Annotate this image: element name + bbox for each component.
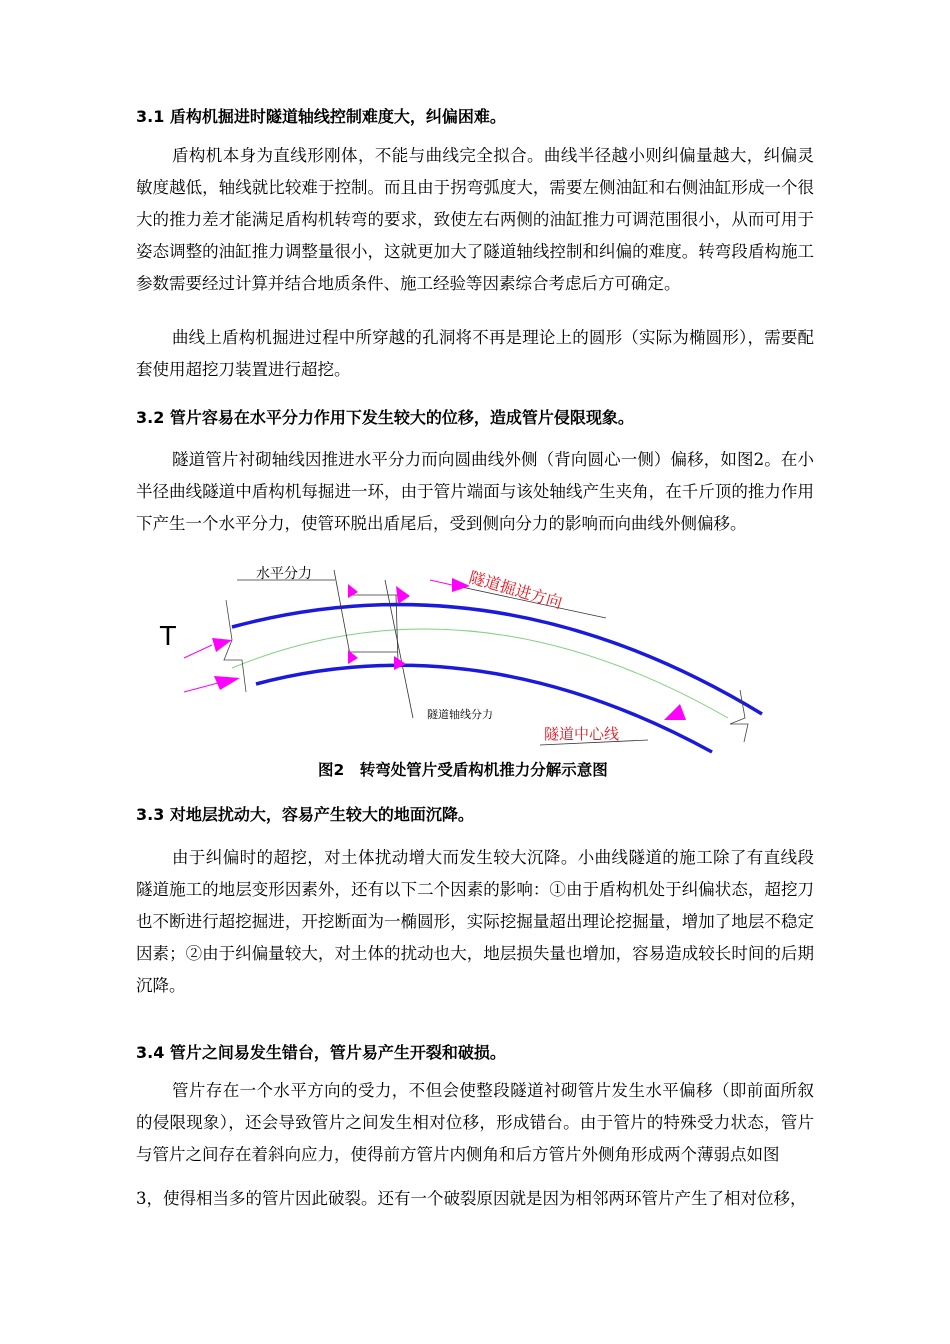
section-3-3-paragraph-1: 由于纠偏时的超挖，对土体扰动增大而发生较大沉降。小曲线隧道的施工除了有直线段隧道施工的地层变形因素外，还有以下二个因素的影响：①由于盾构机处于纠偏状态，超挖刀也不断进行超挖掘进，开挖断面为一椭圆形，实际挖掘量超出理论挖掘量，增加了地层不稳定因素；②由于纠偏量较大，对土体的扰动也大，地层损失量也增加，容易造成较长时间的后期沉降。 xyxy=(136,848,814,995)
section-3-1-heading: 3.1 盾构机掘进时隧道轴线控制难度大，纠偏困难。 xyxy=(136,107,506,126)
force-line-1 xyxy=(334,570,351,660)
thrust-arrow-left-2 xyxy=(184,676,240,692)
tunnel-outer-line xyxy=(232,605,762,714)
label-axis-force: 隧道轴线分力 xyxy=(427,708,493,721)
figure-2-caption: 图2 转弯处管片受盾构机推力分解示意图 xyxy=(318,761,608,779)
section-3-4-paragraph-1: 管片存在一个水平方向的受力，不但会使整段隧道衬砌管片发生水平偏移（即前面所叙的侵限现象），还会导致管片之间发生相对位移，形成错台。由于管片的特殊受力状态，管片与管片之间存在着斜向应力，使得前方管片内侧角和后方管片外侧角形成两个薄弱点如图 xyxy=(136,1081,814,1164)
section-3-1-paragraph-2: 曲线上盾构机掘进过程中所穿越的孔洞将不再是理论上的圆形（实际为椭圆形），需要配套使用超挖刀装置进行超挖。 xyxy=(136,328,814,379)
force-arrow-2 xyxy=(396,586,410,604)
section-3-4-paragraph-last-line: 3，使得相当多的管片因此破裂。还有一个破裂原因就是因为相邻两环管片产生了相对位移， xyxy=(136,1189,807,1208)
section-3-2-paragraph-1: 隧道管片衬砌轴线因推进水平分力而向圆曲线外侧（背向圆心一侧）偏移，如图2。在小半径曲线隧道中盾构机每掘进一环，由于管片端面与该处轴线产生夹角，在千斤顶的推力作用下产生一个水平分力，使管环脱出盾尾后，受到侧向分力的影响而向曲线外侧偏移。 xyxy=(136,450,814,533)
label-tunnel-center: 隧道中心线 xyxy=(544,725,620,743)
thrust-arrow-left-1 xyxy=(184,638,232,658)
section-3-4-heading: 3.4 管片之间易发生错台，管片易产生开裂和破损。 xyxy=(136,1043,506,1062)
section-3-3-heading: 3.3 对地层扰动大，容易产生较大的地面沉降。 xyxy=(136,805,474,824)
section-3-2-heading: 3.2 管片容易在水平分力作用下发生较大的位移，造成管片侵限现象。 xyxy=(136,408,634,427)
direction-arrow xyxy=(430,578,470,592)
section-3-1-paragraph-1: 盾构机本身为直线形刚体，不能与曲线完全拟合。曲线半径越小则纠偏量越大，纠偏灵敏度越低，轴线就比较难于控制。而且由于拐弯弧度大，需要左侧油缸和右侧油缸形成一个很大的推力差才能满足盾构机转弯的要求，致使左右两侧的油缸推力可调范围很小，从而可用于姿态调整的油缸推力调整量很小，这就更加大了隧道轴线控制和纠偏的难度。转弯段盾构施工参数需要经过计算并结合地质条件、施工经验等因素综合考虑后方可确定。 xyxy=(136,146,814,293)
force-arrow-right xyxy=(664,704,686,720)
figure-2-diagram xyxy=(150,550,790,755)
label-horizontal-force: 水平分力 xyxy=(256,566,312,582)
force-arrow-4 xyxy=(394,656,406,670)
label-tunnel-direction: 隧道掘进方向 xyxy=(466,567,565,613)
force-arrow-1 xyxy=(348,584,358,598)
label-thrust-T: T xyxy=(160,622,176,652)
